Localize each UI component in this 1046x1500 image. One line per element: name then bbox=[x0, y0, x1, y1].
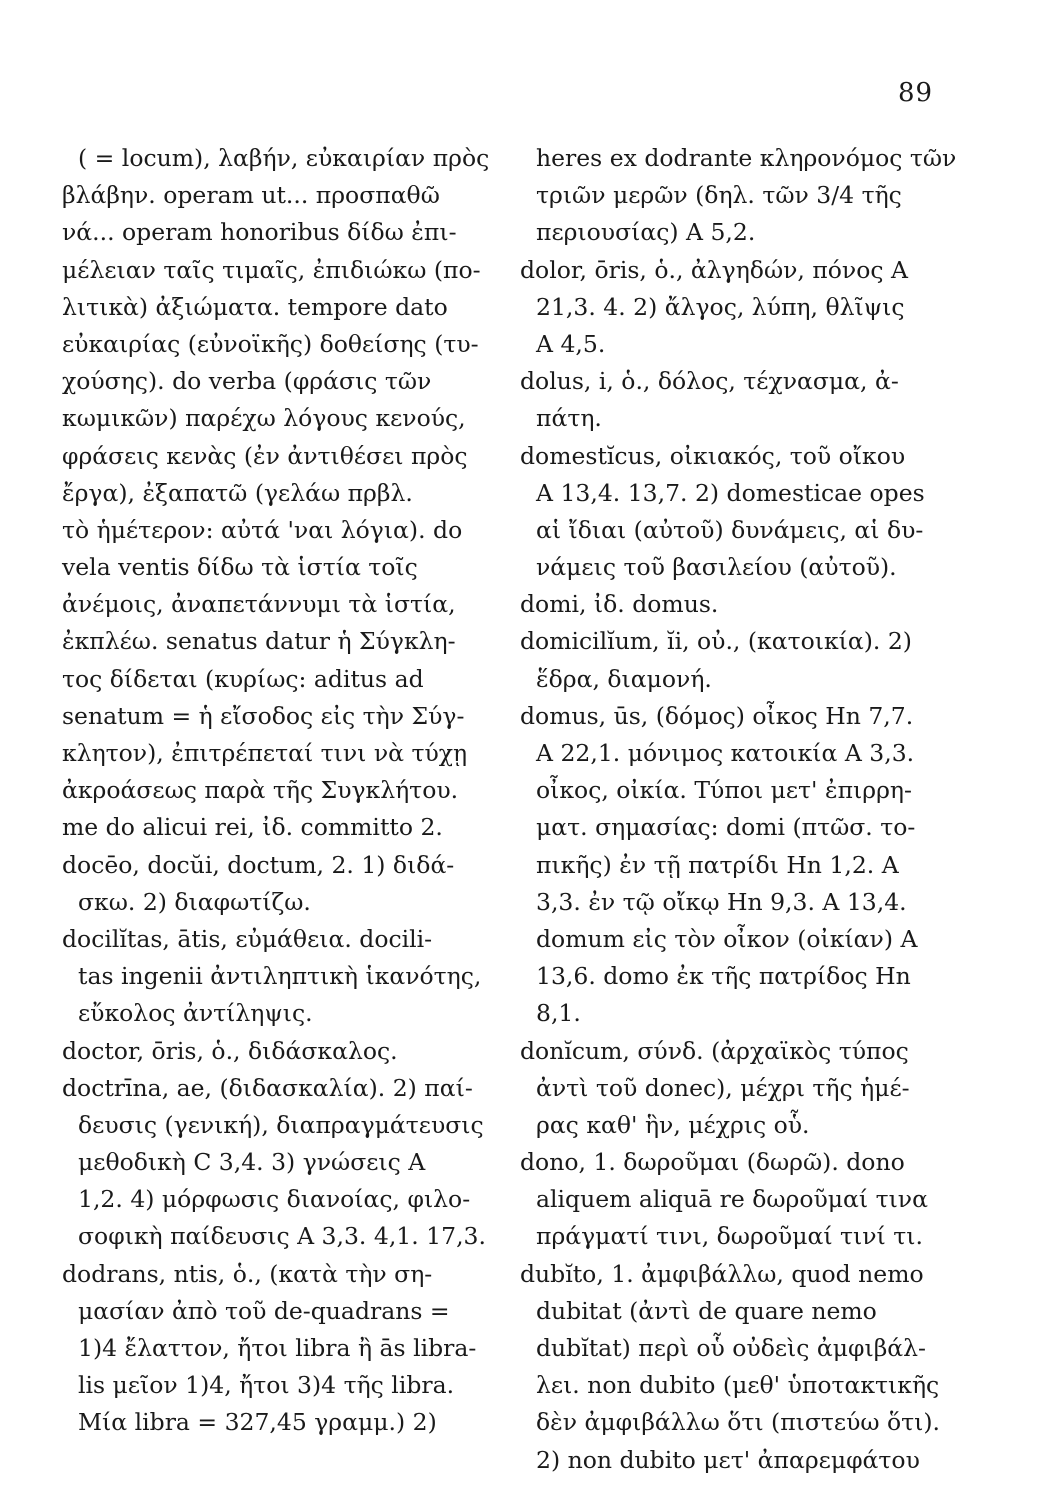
text-line: λει. non dubito (μεθ' ὑποτακτικῆς bbox=[536, 1371, 940, 1400]
text-line: 2) non dubito μετ' ἀπαρεμφάτου bbox=[536, 1445, 920, 1474]
text-line: εὐκαιρίας (εὐνοϊκῆς) δοθείσης (τυ- bbox=[62, 329, 479, 358]
text-line: μέλειαν ταῖς τιμαῖς, ἐπιδιώκω (πο- bbox=[62, 255, 481, 284]
text-line: me do alicui rei, ἰδ. committo 2. bbox=[62, 813, 443, 842]
text-line: τος δίδεται (κυρίως: aditus ad bbox=[62, 664, 424, 693]
text-line: φράσεις κενὰς (ἐν ἀντιθέσει πρὸς bbox=[62, 441, 468, 470]
text-line: domi, ἰδ. domus. bbox=[520, 590, 719, 619]
text-line: πικῆς) ἐν τῇ πατρίδι Hn 1,2. A bbox=[536, 850, 899, 879]
text-line: 13,6. domo ἐκ τῆς πατρίδος Hn bbox=[536, 962, 911, 991]
text-line: domicilĭum, ĭi, οὐ., (κατοικία). 2) bbox=[520, 627, 912, 656]
text-line: βλάβην. operam ut... προσπαθῶ bbox=[62, 181, 440, 210]
text-line: dubĭtat) περὶ οὗ οὐδεὶς ἀμφιβάλ- bbox=[536, 1334, 926, 1362]
text-line: dodrans, ntis, ὁ., (κατὰ τὴν ση- bbox=[62, 1259, 433, 1288]
left-column bbox=[62, 140, 492, 1442]
text-line: οἶκος, οἰκία. Τύποι μετ' ἐπιρρη- bbox=[536, 776, 912, 805]
text-line: ἀνέμοις, ἀναπετάννυμι τὰ ἱστία, bbox=[62, 590, 456, 619]
text-line: 1)4 ἔλαττον, ἤτοι libra ἢ ās libra- bbox=[78, 1334, 477, 1362]
text-line: μεθοδικὴ C 3,4. 3) γνώσεις A bbox=[78, 1148, 426, 1177]
text-line: dolor, ōris, ὁ., ἀλγηδών, πόνος A bbox=[520, 255, 908, 284]
text-line: aliquem aliquā re δωροῦμαί τινα bbox=[536, 1185, 928, 1214]
text-line: domestĭcus, οἰκιακός, τοῦ οἴκου bbox=[520, 441, 906, 470]
text-line: αἱ ἴδιαι (αὐτοῦ) δυνάμεις, αἱ δυ- bbox=[536, 515, 924, 544]
text-line: ματ. σημασίας: domi (πτῶσ. το- bbox=[536, 813, 916, 842]
text-line: lis μεῖον 1)4, ἤτοι 3)4 τῆς libra. bbox=[78, 1371, 455, 1400]
text-line: κωμικῶν) παρέχω λόγους κενούς, bbox=[62, 404, 466, 433]
text-line: 21,3. 4. 2) ἄλγος, λύπη, θλῖψις bbox=[536, 292, 905, 321]
text-line: δὲν ἀμφιβάλλω ὅτι (πιστεύω ὅτι). bbox=[536, 1408, 940, 1437]
text-line: dolus, i, ὁ., δόλος, τέχνασμα, ἀ- bbox=[520, 367, 899, 396]
right-column bbox=[520, 140, 957, 1479]
text-line: ἀντὶ τοῦ donec), μέχρι τῆς ἡμέ- bbox=[536, 1073, 910, 1102]
text-line: ρας καθ' ἣν, μέχρις οὗ. bbox=[536, 1110, 810, 1139]
text-line: χούσης). do verba (φράσις τῶν bbox=[62, 367, 432, 396]
text-line: δευσις (γενική), διαπραγμάτευσις bbox=[78, 1110, 484, 1139]
text-line: tas ingenii ἀντιληπτικὴ ἱκανότης, bbox=[78, 962, 482, 991]
text-line: A 13,4. 13,7. 2) domesticae opes bbox=[536, 478, 925, 507]
text-line: docilĭtas, ātis, εὐμάθεια. docili- bbox=[62, 924, 433, 953]
text-line: εὔκολος ἀντίληψις. bbox=[78, 999, 313, 1028]
text-line: 3,3. ἐν τῷ οἴκῳ Hn 9,3. A 13,4. bbox=[536, 887, 907, 916]
text-line: heres ex dodrante κληρονόμος τῶν bbox=[536, 144, 957, 172]
text-line: Μία libra = 327,45 γραμμ.) 2) bbox=[78, 1408, 437, 1437]
text-line: λιτικὰ) ἀξιώματα. tempore dato bbox=[62, 292, 448, 321]
text-line: ( = locum), λαβήν, εὐκαιρίαν πρὸς bbox=[78, 144, 490, 172]
text-line: dubĭto, 1. ἀμφιβάλλω, quod nemo bbox=[520, 1259, 924, 1288]
text-line: A 22,1. μόνιμος κατοικία A 3,3. bbox=[536, 739, 915, 767]
text-line: donĭcum, σύνδ. (ἀρχαϊκὸς τύπος bbox=[520, 1036, 909, 1065]
text-line: περιουσίας) A 5,2. bbox=[536, 218, 756, 247]
text-line: πάτη. bbox=[536, 404, 602, 433]
text-line: σκω. 2) διαφωτίζω. bbox=[78, 887, 311, 916]
text-line: 8,1. bbox=[536, 999, 581, 1028]
text-line: A 4,5. bbox=[536, 329, 606, 358]
text-line: ἀκροάσεως παρὰ τῆς Συγκλήτου. bbox=[62, 776, 459, 805]
text-line: domum εἰς τὸν οἶκον (οἰκίαν) A bbox=[536, 924, 918, 953]
page-number: 89 bbox=[898, 78, 934, 108]
text-line: 1,2. 4) μόρφωσις διανοίας, φιλο- bbox=[78, 1185, 471, 1214]
text-line: domus, ūs, (δόμος) οἶκος Hn 7,7. bbox=[520, 701, 914, 730]
text-line: doctor, ōris, ὁ., διδάσκαλος. bbox=[62, 1036, 398, 1065]
text-line: ἔργα), ἐξαπατῶ (γελάω πρβλ. bbox=[62, 478, 413, 507]
text-line: vela ventis δίδω τὰ ἱστία τοῖς bbox=[62, 553, 418, 582]
text-line: τὸ ἡμέτερον: αὐτά 'ναι λόγια). do bbox=[62, 515, 463, 544]
text-line: πράγματί τινι, δωροῦμαί τινί τι. bbox=[536, 1222, 923, 1251]
text-line: νάμεις τοῦ βασιλείου (αὐτοῦ). bbox=[536, 553, 897, 582]
text-line: docēo, docŭi, doctum, 2. 1) διδά- bbox=[62, 850, 455, 879]
text-line: μασίαν ἀπὸ τοῦ de-quadrans = bbox=[78, 1296, 450, 1325]
text-line: ἕδρα, διαμονή. bbox=[536, 664, 712, 693]
text-line: σοφικὴ παίδευσις A 3,3. 4,1. 17,3. bbox=[78, 1222, 486, 1251]
text-line: dono, 1. δωροῦμαι (δωρῶ). dono bbox=[520, 1148, 905, 1177]
text-line: κλητον), ἐπιτρέπεταί τινι νὰ τύχῃ bbox=[62, 739, 468, 767]
text-line: senatum = ἡ εἴσοδος εἰς τὴν Σύγ- bbox=[62, 701, 465, 730]
text-line: dubitat (ἀντὶ de quare nemo bbox=[536, 1296, 877, 1325]
text-line: νά... operam honoribus δίδω ἐπι- bbox=[62, 218, 457, 247]
text-line: τριῶν μερῶν (δηλ. τῶν 3/4 τῆς bbox=[536, 181, 902, 210]
text-line: ἐκπλέω. senatus datur ἡ Σύγκλη- bbox=[62, 627, 456, 656]
text-line: doctrīna, ae, (διδασκαλία). 2) παί- bbox=[62, 1073, 473, 1102]
